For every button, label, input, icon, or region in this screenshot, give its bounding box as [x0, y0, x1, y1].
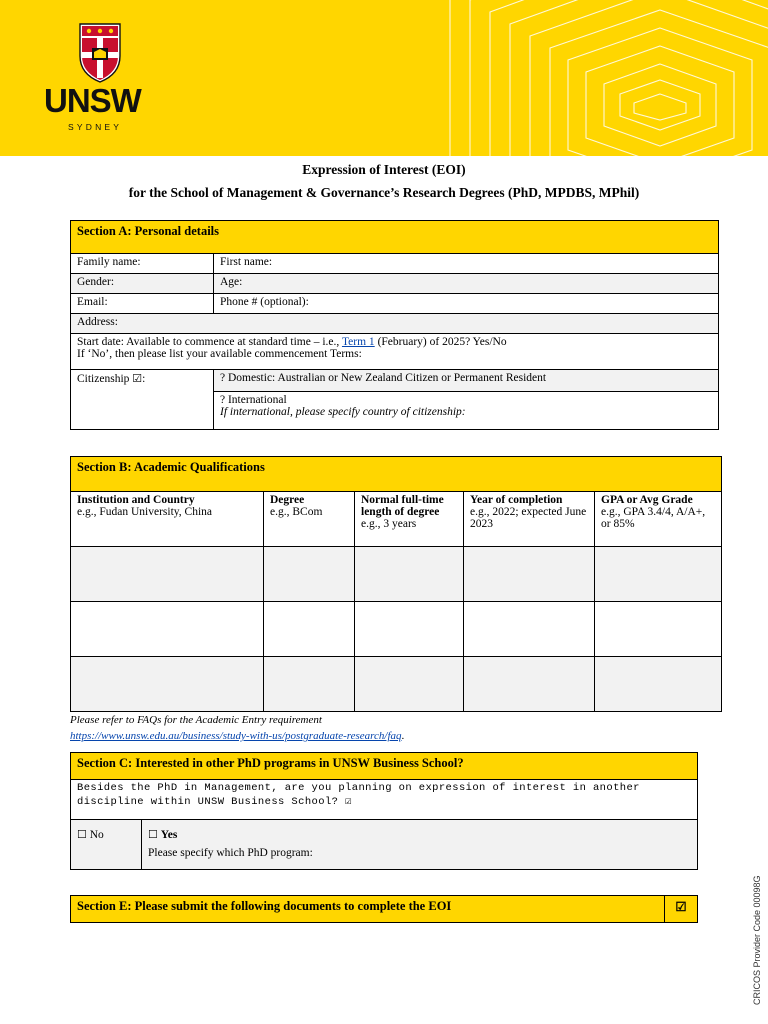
cell-input[interactable]: [595, 657, 722, 712]
header-banner: [0, 0, 768, 156]
section-a-table: [70, 220, 719, 430]
checkbox-checked-icon: ☑: [345, 796, 353, 808]
table-row: [71, 657, 722, 712]
section-c-heading: Section C: Interested in other PhD programs in UNSW Business School?: [71, 753, 698, 780]
yes-option[interactable]: ☐ Yes Please specify which PhD program:: [142, 820, 698, 870]
checkbox-checked-icon[interactable]: ☑: [665, 896, 698, 923]
cell-input[interactable]: [464, 547, 595, 602]
page-title: Expression of Interest (EOI): [302, 162, 466, 177]
specify-program: Please specify which PhD program:: [148, 847, 313, 859]
cell-input[interactable]: [595, 602, 722, 657]
cell-input[interactable]: [71, 657, 264, 712]
section-c-question: Besides the PhD in Management, are you planning on expression of interest in another discipline within UNSW Business School? ☑: [71, 780, 698, 820]
phone-field[interactable]: Phone # (optional):: [214, 294, 719, 314]
checkbox-icon[interactable]: ☐: [148, 829, 158, 841]
domestic-option[interactable]: ? Domestic: Australian or New Zealand Citizen or Permanent Resident: [214, 370, 719, 392]
cell-input[interactable]: [264, 657, 355, 712]
section-a-heading: Section A: Personal details: [71, 221, 719, 254]
age-field[interactable]: Age:: [214, 274, 719, 294]
cell-input[interactable]: [355, 602, 464, 657]
start-date-text-end: (February) of 2025? Yes/No: [374, 336, 507, 348]
email-field[interactable]: Email:: [71, 294, 214, 314]
cell-input[interactable]: [264, 547, 355, 602]
page-subtitle: for the School of Management & Governance’s Research Degrees (PhD, MPDBS, MPhil): [128, 185, 640, 200]
col-gpa: GPA or Avg Grade e.g., GPA 3.4/4, A/A+, or 85%: [595, 492, 722, 547]
checkbox-checked-icon: ☑: [132, 373, 143, 385]
citizenship-label: Citizenship ☑:: [71, 370, 214, 430]
start-date-text: Start date: Available to commence at standard time – i.e.,: [77, 336, 342, 348]
cell-input[interactable]: [264, 602, 355, 657]
term-1-link[interactable]: Term 1: [341, 336, 375, 348]
first-name-field[interactable]: First name:: [214, 254, 719, 274]
col-institution: Institution and Country e.g., Fudan University, China: [71, 492, 264, 547]
unsw-crest-icon: [78, 22, 122, 84]
unsw-logo: [44, 22, 156, 132]
cell-input[interactable]: [71, 547, 264, 602]
gender-field[interactable]: Gender:: [71, 274, 214, 294]
faq-note: Please refer to FAQs for the Academic Entry requirement: [70, 714, 322, 726]
table-row: [71, 547, 722, 602]
cell-input[interactable]: [595, 547, 722, 602]
col-year: Year of completion e.g., 2022; expected June 2023: [464, 492, 595, 547]
cell-input[interactable]: [355, 657, 464, 712]
section-b-table: [70, 456, 722, 712]
start-date-field[interactable]: [71, 334, 719, 370]
family-name-field[interactable]: Family name:: [71, 254, 214, 274]
col-degree: Degree e.g., BCom: [264, 492, 355, 547]
section-b-heading: Section B: Academic Qualifications: [71, 457, 722, 492]
cell-input[interactable]: [355, 547, 464, 602]
address-field[interactable]: Address:: [71, 314, 719, 334]
faq-link[interactable]: https://www.unsw.edu.au/business/study-with-us/postgraduate-research/faq: [70, 730, 402, 742]
wordmark: UNSW: [44, 82, 141, 119]
cell-input[interactable]: [71, 602, 264, 657]
section-c-table: [70, 752, 698, 870]
start-date-alt: If ‘No’, then please list your available commencement Terms:: [77, 348, 362, 360]
checkbox-icon[interactable]: ☐: [77, 829, 87, 841]
section-e-heading: Section E: Please submit the following documents to complete the EOI: [71, 896, 665, 923]
no-option[interactable]: ☐ No: [71, 820, 142, 870]
table-row: [71, 602, 722, 657]
wordmark-sub: SYDNEY: [68, 122, 123, 132]
faq-link-line: https://www.unsw.edu.au/business/study-with-us/postgraduate-research/faq.: [70, 730, 405, 742]
section-e-table: [70, 895, 698, 923]
cell-input[interactable]: [464, 657, 595, 712]
international-note: If international, please specify country of citizenship:: [220, 406, 466, 418]
international-option[interactable]: ? International If international, please specify country of citizenship:: [214, 392, 719, 430]
cricos-code: CRICOS Provider Code 00098G: [752, 875, 762, 1005]
cell-input[interactable]: [464, 602, 595, 657]
col-length: Normal full-time length of degree e.g., 3 years: [355, 492, 464, 547]
